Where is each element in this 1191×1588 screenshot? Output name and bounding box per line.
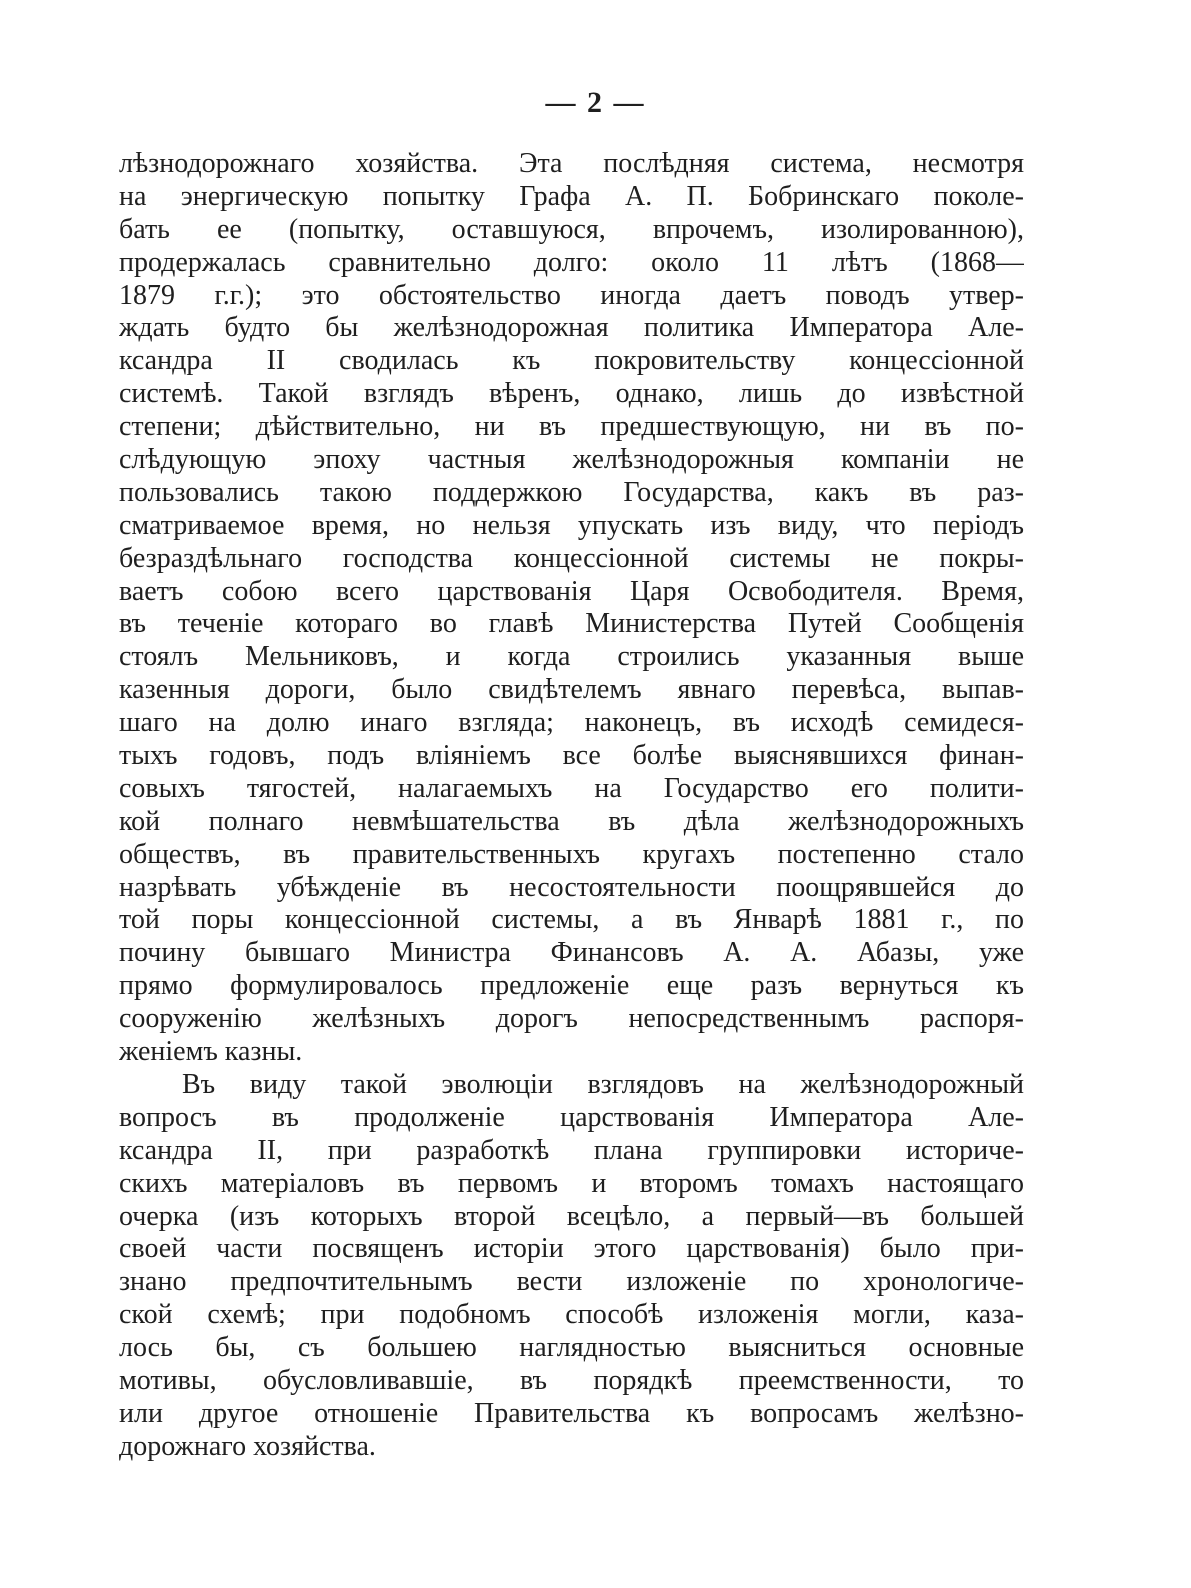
- text-line: почину бывшаго Министра Финансовъ А. А. Абазы, уже: [119, 937, 1024, 969]
- text-line: мотивы, обусловливавшіе, въ порядкѣ преемственности, то: [119, 1364, 1024, 1396]
- text-line: Въ виду такой эволюціи взглядовъ на желѣзнодорожный: [182, 1068, 1024, 1100]
- text-line: ксандра II, при разработкѣ плана группировки историче-: [119, 1134, 1024, 1166]
- text-line: тыхъ годовъ, подъ вліяніемъ все болѣе выяснявшихся финан-: [119, 740, 1024, 772]
- text-line: ской схемѣ; при подобномъ способѣ изложенія могли, каза-: [119, 1299, 1024, 1331]
- text-line: бать ее (попытку, оставшуюся, впрочемъ, изолированною),: [119, 213, 1024, 245]
- text-line: ваетъ собою всего царствованія Царя Освободителя. Время,: [119, 575, 1024, 607]
- text-line: ждать будто бы желѣзнодорожная политика Императора Але-: [119, 312, 1024, 344]
- text-line: назрѣвать убѣжденіе въ несостоятельности поощрявшейся до: [119, 871, 1024, 903]
- text-line: степени; дѣйствительно, ни въ предшествующую, ни въ по-: [119, 411, 1024, 443]
- paragraph-2: [119, 1069, 1024, 1464]
- text-line: или другое отношеніе Правительства къ вопросамъ желѣзно-: [119, 1397, 1024, 1429]
- text-line: безраздѣльнаго господства концессіонной системы не покры-: [119, 542, 1024, 574]
- text-line: совыхъ тягостей, налагаемыхъ на Государство его полити-: [119, 772, 1024, 804]
- text-line: 1879 г.г.); это обстоятельство иногда даетъ поводъ утвер-: [119, 279, 1024, 311]
- text-line: сооруженію желѣзныхъ дорогъ непосредственнымъ распоря-: [119, 1003, 1024, 1035]
- body-text: [119, 148, 1024, 1464]
- text-line: лось бы, съ большею наглядностью выясниться основные: [119, 1332, 1024, 1364]
- text-line: слѣдующую эпоху частныя желѣзнодорожныя компаніи не: [119, 444, 1024, 476]
- text-line: стоялъ Мельниковъ, и когда строились указанныя выше: [119, 641, 1024, 673]
- text-line: шаго на долю инаго взгляда; наконецъ, въ исходѣ семидеся-: [119, 707, 1024, 739]
- text-line: знано предпочтительнымъ вести изложеніе по хронологиче-: [119, 1266, 1024, 1298]
- text-line: лѣзнодорожнаго хозяйства. Эта послѣдняя система, несмотря: [119, 148, 1024, 179]
- text-line: своей части посвященъ исторіи этого царствованія) было при-: [119, 1233, 1024, 1265]
- text-line: ксандра II сводилась къ покровительству концессіонной: [119, 345, 1024, 377]
- paragraph-1: [119, 148, 1024, 1069]
- text-line: продержалась сравнительно долго: около 11 лѣтъ (1868—: [119, 246, 1024, 278]
- text-line: дорожнаго хозяйства.: [119, 1430, 376, 1462]
- text-line: въ теченіе котораго во главѣ Министерства Путей Сообщенія: [119, 608, 1024, 640]
- text-line: обществъ, въ правительственныхъ кругахъ постепенно стало: [119, 838, 1024, 870]
- text-line: вопросъ въ продолженіе царствованія Императора Але-: [119, 1101, 1024, 1133]
- text-line: на энергическую попытку Графа А. П. Бобринскаго поколе-: [119, 180, 1024, 212]
- text-line: той поры концессіонной системы, а въ Январѣ 1881 г., по: [119, 904, 1024, 936]
- text-line: очерка (изъ которыхъ второй всецѣло, а первый—въ большей: [119, 1200, 1024, 1232]
- text-line: женіемъ казны.: [119, 1036, 303, 1068]
- text-line: кой полнаго невмѣшательства въ дѣла желѣзнодорожныхъ: [119, 805, 1024, 837]
- text-line: прямо формулировалось предложеніе еще разъ вернуться къ: [119, 970, 1024, 1002]
- text-line: скихъ матеріаловъ въ первомъ и второмъ томахъ настоящаго: [119, 1167, 1024, 1199]
- text-line: системѣ. Такой взглядъ вѣренъ, однако, лишь до извѣстной: [119, 378, 1024, 410]
- page-number: — 2 —: [545, 86, 646, 119]
- text-line: казенныя дороги, было свидѣтелемъ явнаго перевѣса, выпав-: [119, 674, 1024, 706]
- text-line: сматриваемое время, но нельзя упускать изъ виду, что періодъ: [119, 509, 1024, 541]
- text-line: пользовались такою поддержкою Государства, какъ въ раз-: [119, 476, 1024, 508]
